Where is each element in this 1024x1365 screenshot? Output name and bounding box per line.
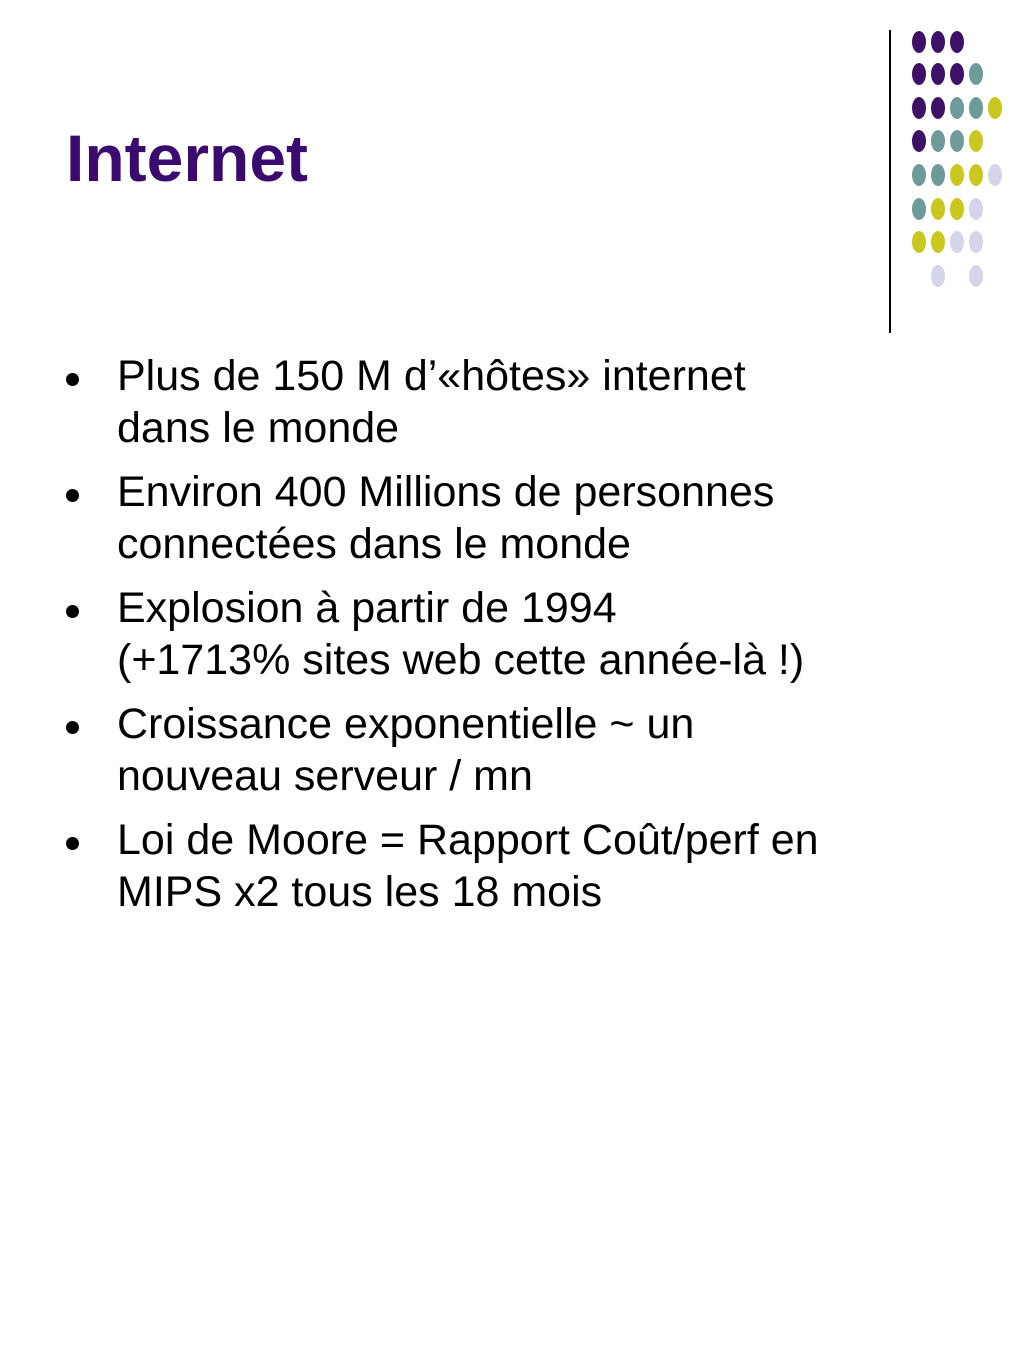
decor-dot (931, 31, 945, 53)
bullet-text-line: Plus de 150 M d’«hôtes» internet (117, 352, 746, 400)
decor-dot (931, 265, 945, 287)
decor-dot (931, 63, 945, 85)
vertical-divider (889, 30, 891, 333)
bullet-item (66, 698, 966, 802)
decor-dot (950, 198, 964, 220)
decor-dot (912, 63, 926, 85)
decor-dot (931, 231, 945, 253)
bullet-icon (66, 721, 79, 734)
decor-dot (931, 164, 945, 186)
bullet-item (66, 582, 966, 686)
decor-dot (912, 164, 926, 186)
decor-dot (969, 265, 983, 287)
bullet-list (66, 350, 966, 930)
bullet-text-line: Explosion à partir de 1994 (117, 584, 617, 632)
bullet-text-line: Loi de Moore = Rapport Coût/perf en (117, 816, 819, 864)
decor-dot (988, 97, 1002, 119)
decor-dot (931, 97, 945, 119)
decor-dot (969, 164, 983, 186)
bullet-text-line: Environ 400 Millions de personnes (117, 468, 775, 516)
bullet-icon (66, 837, 79, 850)
bullet-icon (66, 605, 79, 618)
bullet-text-line: (+1713% sites web cette année-là !) (117, 636, 805, 684)
bullet-item (66, 350, 966, 454)
decor-dot (912, 231, 926, 253)
decor-dot (912, 198, 926, 220)
bullet-text-line: Croissance exponentielle ~ un (117, 700, 695, 748)
bullet-text-line: dans le monde (117, 404, 400, 452)
bullet-text-line: connectées dans le monde (117, 520, 631, 568)
decor-dot (969, 198, 983, 220)
bullet-text-line: nouveau serveur / mn (117, 752, 533, 800)
decor-dot (969, 231, 983, 253)
bullet-icon (66, 489, 79, 502)
decor-dot (969, 97, 983, 119)
bullet-item (66, 466, 966, 570)
decor-dot (950, 97, 964, 119)
decor-dot (950, 63, 964, 85)
bullet-item (66, 814, 966, 918)
decor-dot (950, 231, 964, 253)
decor-dot (969, 130, 983, 152)
decor-dot (931, 198, 945, 220)
decor-dot (912, 97, 926, 119)
slide-title: Internet (66, 121, 309, 195)
decor-dot (988, 164, 1002, 186)
decor-dot (931, 130, 945, 152)
decor-dot (950, 31, 964, 53)
bullet-text-line: MIPS x2 tous les 18 mois (117, 868, 603, 916)
decor-dot (912, 130, 926, 152)
decor-dot (969, 63, 983, 85)
bullet-icon (66, 373, 79, 386)
decor-dot (912, 31, 926, 53)
decor-dot (950, 164, 964, 186)
decor-dot (950, 130, 964, 152)
